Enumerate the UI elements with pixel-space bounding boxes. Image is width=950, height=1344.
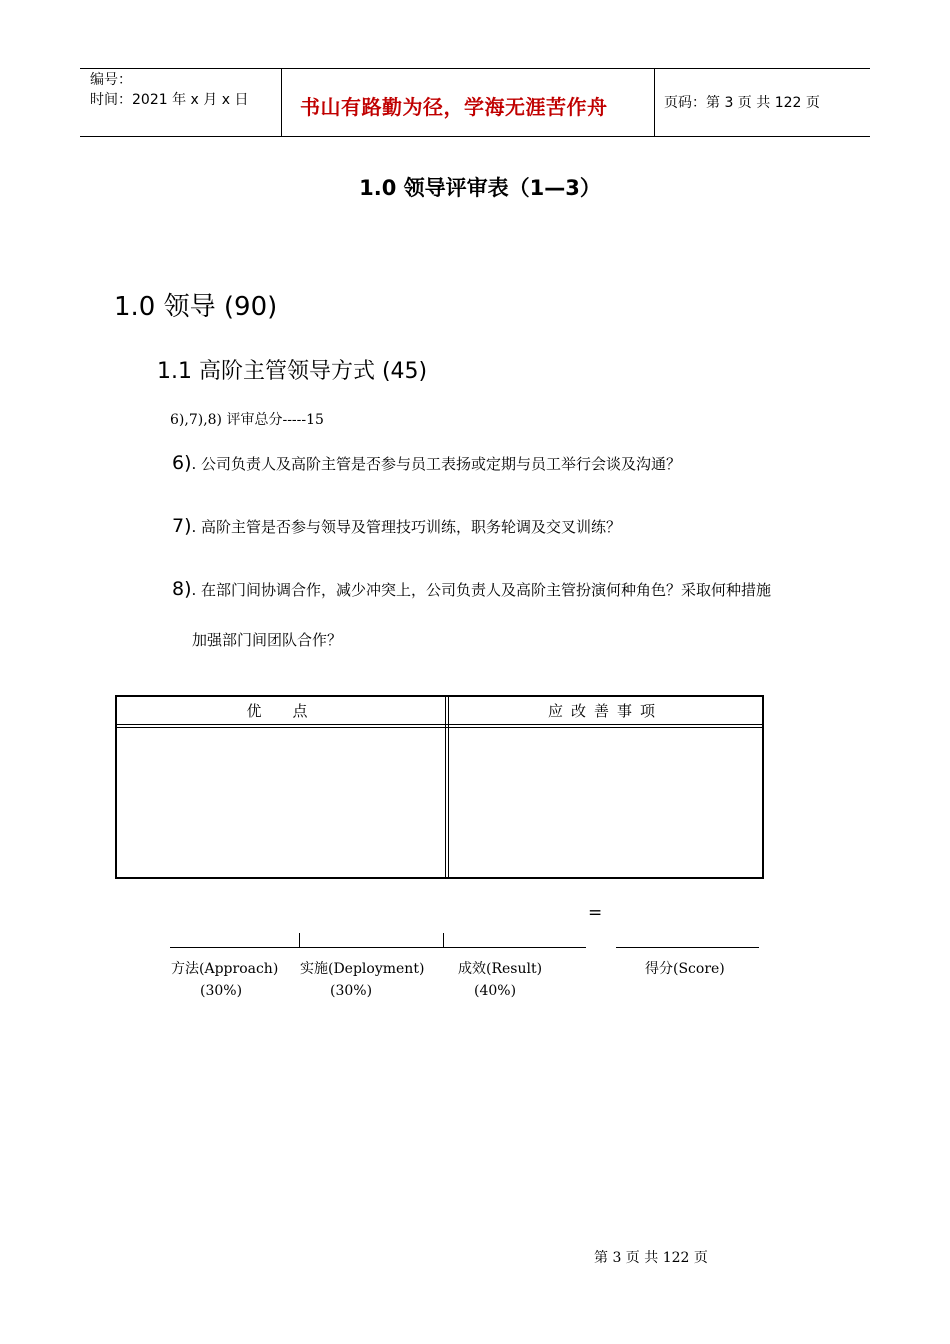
- score-separator: [443, 933, 444, 948]
- scoring-note: 6),7),8) 评审总分-----15: [170, 412, 324, 428]
- question-6: [172, 452, 681, 476]
- page-footer: 第 3 页 共 122 页: [594, 1250, 708, 1266]
- question-8: [172, 578, 771, 602]
- weighted-score-line: [170, 947, 586, 948]
- equals-sign: =: [588, 903, 603, 923]
- header-time-label: 时间：2021 年 x 月 x 日: [90, 92, 249, 108]
- score-separator: [299, 933, 300, 948]
- final-score-line: [616, 947, 759, 948]
- header-bottom-rule: [80, 136, 870, 137]
- subsection-heading: 1.1 高阶主管领导方式 (45): [157, 359, 428, 384]
- header-top-rule: [80, 68, 870, 69]
- question-7: [172, 515, 621, 539]
- improvements-header: 应改善事项: [547, 702, 663, 720]
- deployment-weight: (30%): [330, 983, 373, 999]
- question-text: . 在部门间协调合作，减少冲突上，公司负责人及高阶主管扮演何种角色？采取何种措施: [191, 581, 772, 599]
- approach-weight: (30%): [200, 983, 243, 999]
- question-text: . 高阶主管是否参与领导及管理技巧训练，职务轮调及交叉训练？: [191, 518, 622, 536]
- question-number: 6): [172, 452, 192, 474]
- strengths-cell[interactable]: [119, 730, 443, 875]
- header-page-info: 页码：第 3 页 共 122 页: [664, 95, 820, 111]
- table-column-divider-inner: [448, 697, 449, 877]
- score-label: 得分(Score): [645, 961, 725, 977]
- improvements-cell[interactable]: [451, 730, 760, 875]
- header-motto: 书山有路勤为径，学海无涯苦作舟: [300, 95, 608, 119]
- header-divider-right: [654, 68, 655, 136]
- header-divider-left: [281, 68, 282, 136]
- header-number-label: 编号：: [90, 72, 132, 88]
- section-heading: 1.0 领导 (90): [114, 292, 278, 322]
- question-number: 7): [172, 515, 192, 537]
- table-column-divider: [445, 697, 446, 877]
- deployment-label: 实施(Deployment): [300, 961, 425, 977]
- question-8-continuation: 加强部门间团队合作？: [192, 631, 343, 649]
- table-header-rule-inner: [117, 727, 762, 728]
- approach-label: 方法(Approach): [171, 961, 279, 977]
- page-title: 1.0 领导评审表（1—3）: [359, 176, 601, 200]
- table-header-rule: [117, 724, 762, 725]
- result-weight: (40%): [474, 983, 517, 999]
- result-label: 成效(Result): [458, 961, 543, 977]
- question-text: . 公司负责人及高阶主管是否参与员工表扬或定期与员工举行会谈及沟通？: [191, 455, 682, 473]
- strengths-header: 优 点: [246, 702, 316, 720]
- evaluation-table: [115, 695, 764, 879]
- question-number: 8): [172, 578, 192, 600]
